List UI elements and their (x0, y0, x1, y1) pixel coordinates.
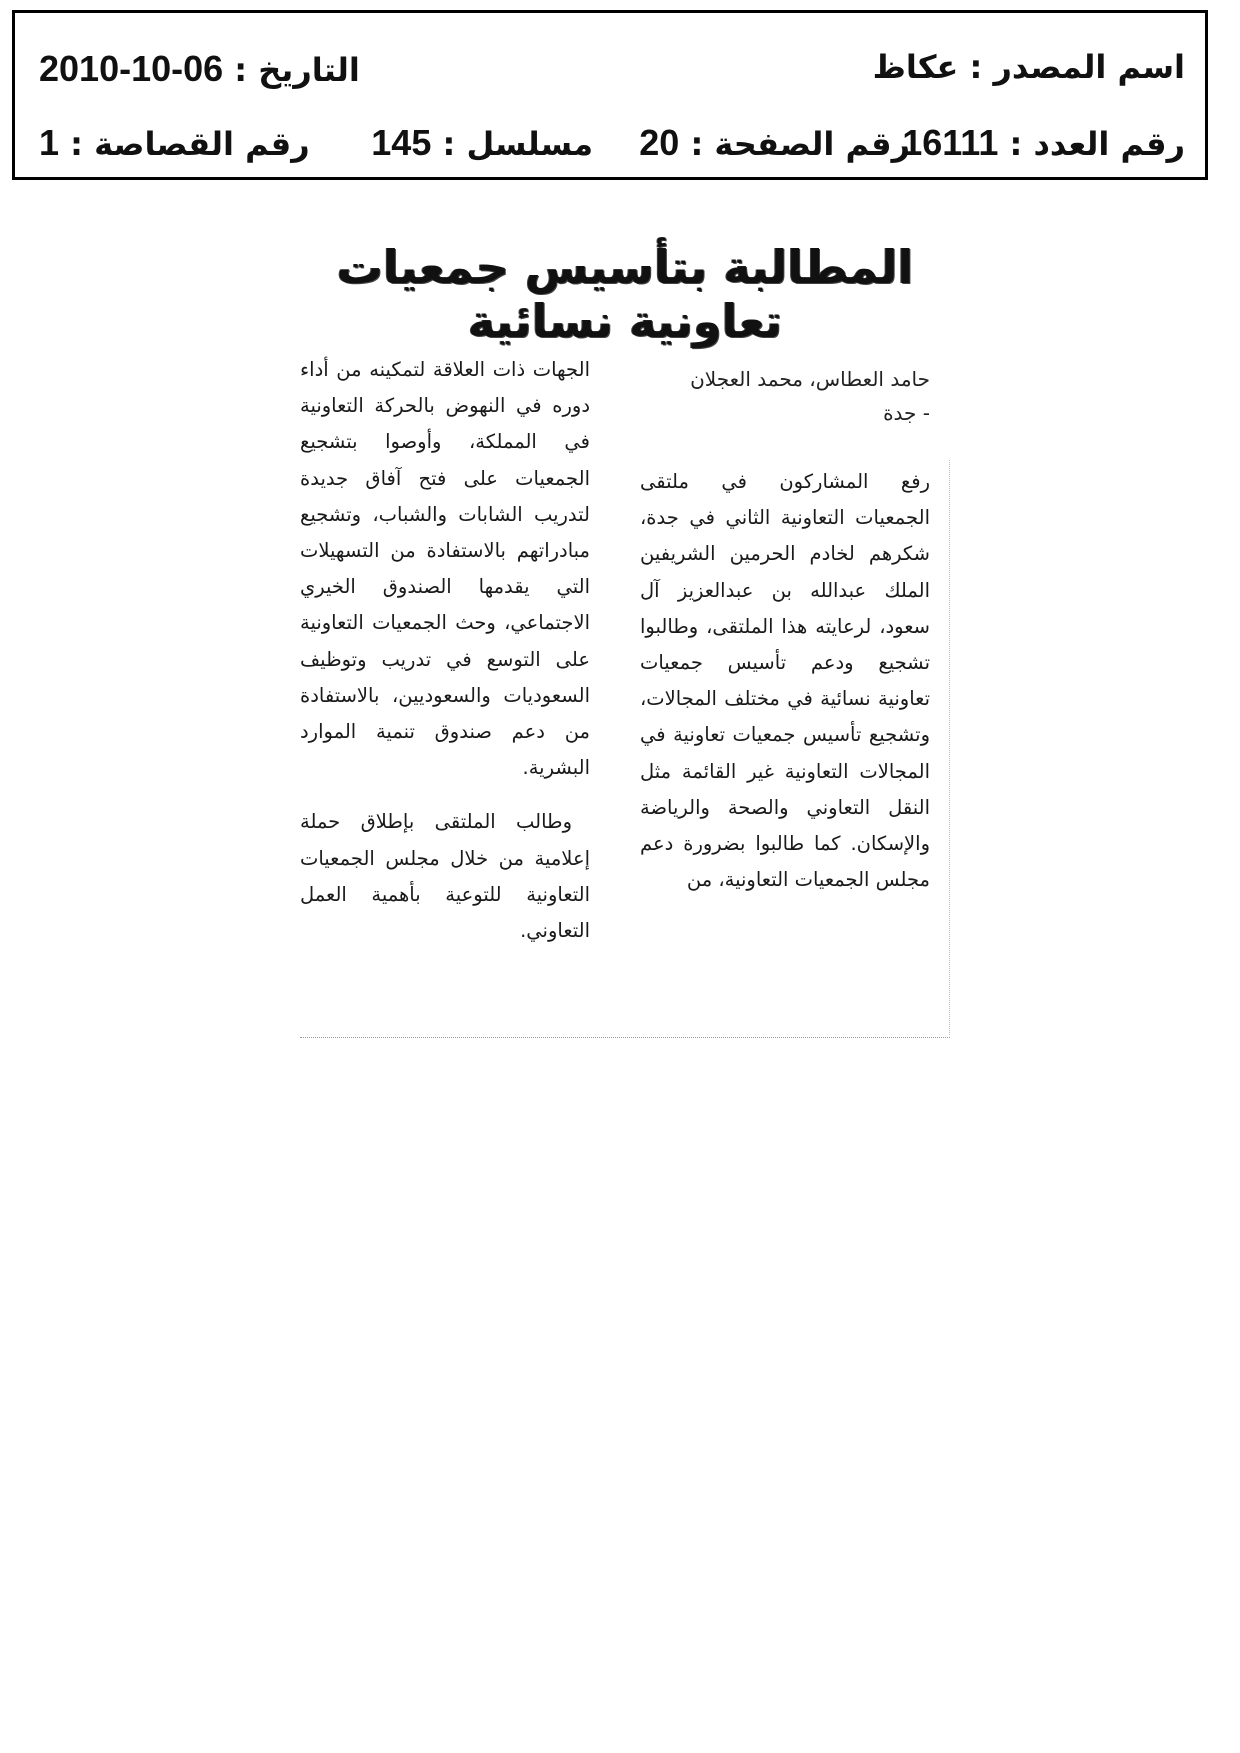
article-headline: المطالبة بتأسيس جمعيات تعاونية نسائية (336, 240, 914, 348)
right-column-text: رفع المشاركون في ملتقى الجمعيات التعاونية الثاني في جدة، شكرهم لخادم الحرمين الشريفين الملك عبدالله بن عبدالعزيز آل سعود، لرعايته هذا الملتقى، وطالبوا تشجيع ودعم تأسيس جمعيات تعاونية نسائية في مختلف المجالات، وتشجيع تأسيس جمعيات تعاونية في المجالات التعاونية غير القائمة مثل النقل التعاوني والصحة والرياضة والإسكان. كما طالبوا بضرورة دعم مجلس الجمعيات التعاونية، من (640, 470, 930, 892)
serial-value: 145 (371, 122, 432, 163)
serial-label: مسلسل : (442, 125, 593, 163)
news-article (300, 240, 950, 1040)
column-edge-rule (949, 460, 950, 1035)
date-field (39, 48, 360, 89)
page-field (610, 122, 910, 163)
issue-field (902, 122, 1185, 163)
issue-value: 16111 (902, 122, 999, 163)
left-column-paragraph-2: وطالب الملتقى بإطلاق حملة إعلامية من خلال مجلس الجمعيات التعاونية للتوعية بأهمية العمل التعاوني. (300, 810, 590, 943)
article-byline (630, 362, 930, 430)
clip-label: رقم القصاصة : (70, 125, 310, 163)
clipping-header (12, 10, 1208, 180)
source-field (872, 48, 1185, 86)
page-value: 20 (639, 122, 680, 163)
left-column-paragraph-1: الجهات ذات العلاقة لتمكينه من أداء دوره في النهوض بالحركة التعاونية في المملكة، وأوصوا بتشجيع الجمعيات على فتح آفاق جديدة لتدريب الشابات والشباب، وتشجيع مبادراتهم بالاستفادة من التسهيلات التي يقدمها الصندوق الخيري الاجتماعي، وحث الجمعيات التعاونية على التوسع في تدريب وتوظيف السعوديات والسعوديين، بالاستفادة من دعم صندوق تنمية الموارد البشرية. (300, 358, 590, 780)
serial-field (333, 122, 593, 163)
article-column-right (640, 464, 930, 898)
article-column-left (300, 352, 590, 949)
date-label: التاريخ : (234, 51, 360, 89)
clip-value: 1 (39, 122, 60, 163)
source-value: عكاظ (872, 48, 959, 86)
date-value: 2010-10-06 (39, 48, 224, 89)
issue-label: رقم العدد : (1009, 125, 1185, 163)
clip-field (39, 122, 310, 163)
source-label: اسم المصدر : (969, 48, 1185, 86)
byline-authors: حامد العطاس، محمد العجلان (690, 367, 930, 391)
page-label: رقم الصفحة : (690, 125, 910, 163)
byline-location: - جدة (883, 401, 930, 425)
article-bottom-rule (300, 1037, 950, 1038)
